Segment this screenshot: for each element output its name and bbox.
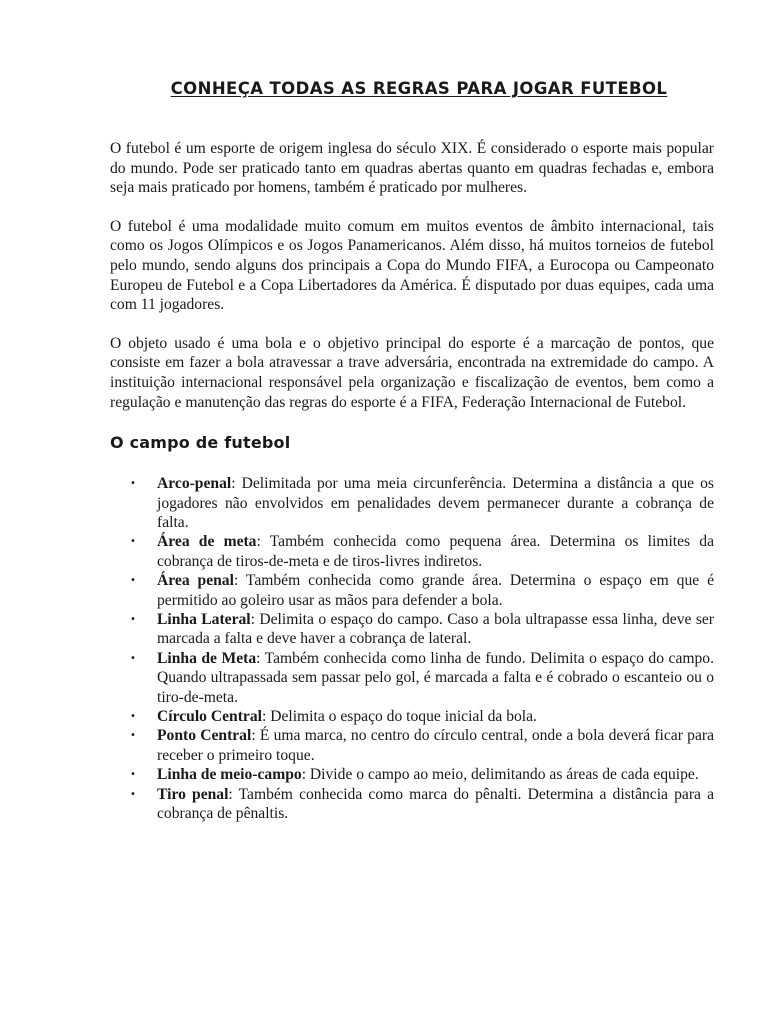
list-item-text: : Também conhecida como marca do pênalti. Determina a distância para a cobrança de pênaltis. bbox=[157, 785, 714, 823]
intro-paragraph: O futebol é um esporte de origem inglesa do século XIX. É considerado o esporte mais popular do mundo. Pode ser praticado tanto em quadras abertas quanto em quadras fechadas e, embora seja mais praticado por homens, também é praticado por mulheres. bbox=[110, 140, 714, 197]
bullet-icon: • bbox=[130, 711, 136, 722]
bullet-icon: • bbox=[130, 788, 136, 800]
list-item-text: : Delimitada por uma meia circunferência. Determina a distância a que os jogadores não envolvidos em penalidades devem permanecer durante a cobrança de falta. bbox=[157, 475, 714, 531]
international-paragraph: O futebol é uma modalidade muito comum em muitos eventos de âmbito internacional, tais como os Jogos Olímpicos e os Jogos Panamericanos. Além disso, há muitos torneios de futebol pelo mundo, sendo alguns dos principais a Copa do Mundo FIFA, a Eurocopa ou Campeonato Europeu de Futebol e a Copa Libertadores da América. É disputado por duas equipes, cada uma com 11 jogadores. bbox=[110, 217, 714, 314]
document-title: CONHEÇA TODAS AS REGRAS PARA JOGAR FUTEBOL bbox=[170, 79, 668, 98]
bullet-icon: • bbox=[130, 536, 136, 548]
bullet-icon: • bbox=[130, 652, 136, 664]
list-item-text: : Delimita o espaço do toque inicial da bola. bbox=[261, 708, 537, 725]
list-item-term: Área de meta bbox=[157, 533, 257, 551]
bullet-icon: • bbox=[130, 730, 136, 742]
list-item bbox=[110, 726, 714, 765]
list-item-text: : Também conhecida como linha de fundo. Delimita o espaço do campo. Quando ultrapassada sem passar pelo gol, é marcada a falta e é cobrado o escanteio ou o tiro-de-meta. bbox=[157, 649, 714, 706]
list-item bbox=[110, 649, 714, 707]
bullet-icon: • bbox=[130, 478, 136, 490]
list-item-term: Área penal bbox=[157, 572, 234, 590]
list-item-term: Arco-penal bbox=[157, 475, 232, 493]
list-item-term: Círculo Central bbox=[157, 708, 262, 725]
list-item bbox=[110, 610, 714, 649]
list-item bbox=[110, 532, 714, 571]
list-item-term: Tiro penal bbox=[157, 785, 229, 803]
list-item bbox=[110, 765, 714, 784]
list-item-term: Linha de Meta bbox=[157, 649, 257, 667]
bullet-icon: • bbox=[130, 769, 136, 781]
list-item-text: : Divide o campo ao meio, delimitando as áreas de cada equipe. bbox=[301, 766, 699, 784]
bullet-icon: • bbox=[130, 575, 136, 587]
list-item-term: Linha de meio-campo bbox=[157, 766, 302, 784]
section-heading: O campo de futebol bbox=[110, 433, 291, 453]
list-item-text: : Delimita o espaço do campo. Caso a bola ultrapasse essa linha, deve ser marcada a falta e deve haver a cobrança de lateral. bbox=[157, 610, 714, 648]
list-item-text: : Também conhecida como pequena área. Determina os limites da cobrança de tiros-de-meta e de tiros-livres indiretos. bbox=[157, 533, 714, 570]
list-item-term: Ponto Central bbox=[157, 727, 252, 745]
bullet-icon: • bbox=[130, 613, 136, 625]
list-item-text: : Também conhecida como grande área. Determina o espaço em que é permitido ao goleiro usar as mãos para defender a bola. bbox=[157, 572, 714, 609]
objective-paragraph: O objeto usado é uma bola e o objetivo principal do esporte é a marcação de pontos, que consiste em fazer a bola atravessar a trave adversária, encontrada na extremidade do campo. A instituição internacional responsável pela organização e fiscalização de eventos, bem como a regulação e manutenção das regras do esporte é a FIFA, Federação Internacional de Futebol. bbox=[110, 334, 714, 411]
field-rules-list bbox=[110, 474, 714, 823]
list-item-text: : É uma marca, no centro do círculo central, onde a bola deverá ficar para receber o primeiro toque. bbox=[157, 727, 714, 764]
list-item-term: Linha Lateral bbox=[157, 610, 251, 628]
list-item bbox=[110, 707, 714, 726]
list-item bbox=[110, 571, 714, 610]
list-item bbox=[110, 785, 714, 824]
document-page bbox=[110, 78, 714, 823]
list-item bbox=[110, 474, 714, 532]
